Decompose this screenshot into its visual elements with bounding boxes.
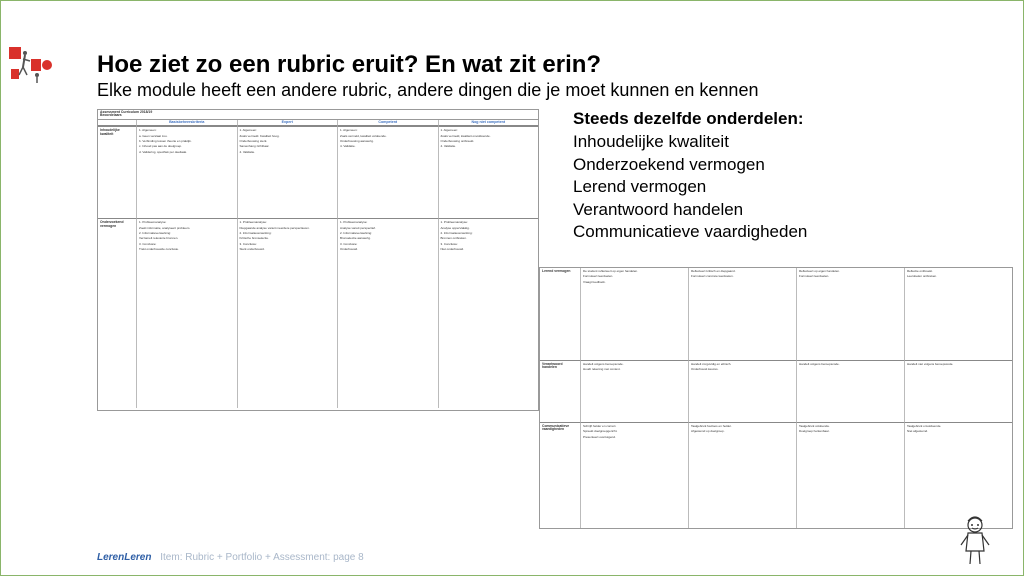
rubric-right-cell (904, 268, 1012, 360)
cell-text: Analyse vanuit perspectief. (340, 225, 376, 230)
rubric-right-image (539, 267, 1013, 529)
cell-text: 2. Informatieverwerking: (440, 231, 473, 236)
cell-text: Vraagt feedback. (583, 279, 606, 284)
rubric-left-header (98, 110, 538, 120)
cell-text: 2. Informatieverwerking: (340, 231, 373, 236)
rubric-left-cell (337, 218, 438, 408)
cell-text: Zoals vermeld, kwaliteit voldoende. (340, 133, 387, 138)
cell-text: b. Verbinding tussen theorie en praktijk. (139, 139, 192, 144)
cell-text: Reflectie ontbreekt. (907, 269, 933, 273)
rubric-right-rowhead: Lerend vermogen (542, 269, 571, 273)
rubric-right-rowhead: Verantwoord handelen (540, 360, 580, 422)
rubric-right-cell (688, 360, 796, 422)
rubric-left-cell (337, 126, 438, 218)
cell-text: 1. Algemeen: (340, 128, 358, 133)
cell-text: Taalgebruik foutloos en helder. (691, 424, 732, 428)
dimensions-list (573, 109, 1013, 244)
rubric-right-cell (796, 422, 904, 528)
cell-text: Taalgebruik voldoende. (799, 424, 830, 428)
cell-text: Formuleert leerdoelen. (583, 274, 614, 279)
rubric-right-cell (904, 360, 1012, 422)
rubric-left-colhead: Nog niet competent (438, 120, 539, 126)
rubric-right-cell (580, 360, 688, 422)
dimension-item: Inhoudelijke kwaliteit (573, 132, 729, 151)
cell-text: Diepgaande analyse vanuit meerdere perspectieven. (239, 225, 310, 230)
cell-text: Sterk onderbouwd. (239, 247, 265, 252)
cell-text: Trekt onderbouwde conclusie. (139, 247, 179, 252)
cell-text: d. Validering, specifiek per deeltaak. (139, 149, 187, 154)
cell-text: Zoals vermeld, kwaliteit onvoldoende. (440, 133, 491, 138)
rubric-left-rowhead: Inhoudelijke kwaliteit (98, 126, 136, 218)
cell-text: Handelt volgens beroepscode. (799, 362, 840, 366)
cell-text: 1. Algemeen: (440, 128, 459, 133)
cell-text: Handelt zorgvuldig en ethisch. (691, 362, 732, 366)
rubric-right-grid (540, 268, 1012, 528)
cell-text: a. Geen verslaat zou. (139, 133, 168, 138)
rubric-left-cell (438, 126, 539, 218)
cell-text: 1. Algemeen: (139, 128, 157, 133)
cell-text: 1. Algemeen: (239, 128, 258, 133)
rubric-left-image (97, 109, 539, 411)
rubric-left-colhead: Competent (337, 120, 438, 126)
cell-text: 1. Probleemanalyse: (440, 220, 468, 225)
cell-text: Reflecteert op eigen handelen. (799, 269, 840, 273)
cell-text: 1. Probleemanalyse: (139, 220, 167, 225)
cell-text: Zoals vermeld. Kwaliteit hoog. (239, 133, 280, 138)
cell-text: 3. Conclusie: (239, 241, 257, 246)
cell-text: Schrijft helder en correct. (583, 424, 617, 428)
cell-text: De student reflecteert op eigen handelen. (583, 269, 639, 273)
cell-text: Leerdoelen ontbreken. (907, 274, 938, 279)
cell-text: 3. Conclusie: (440, 241, 458, 246)
cell-text: 4. Validatie. (340, 144, 356, 149)
slide-subtitle: Elke module heeft een andere rubric, andere dingen die je moet kunnen en kennen (97, 80, 759, 100)
rubric-right-cell (580, 268, 688, 360)
cell-text: Kritische bronselectie. (239, 236, 269, 241)
footer (97, 552, 364, 563)
cell-text: Onderbouwing ontbreekt. (440, 139, 475, 144)
rubric-left-colhead: Expert (237, 120, 338, 126)
cell-text: Formuleert concrete leerdoelen. (691, 274, 734, 279)
rubric-right-cell (904, 422, 1012, 528)
cell-text: Presenteert overtuigend. (583, 434, 616, 439)
rubric-left-grid (98, 120, 538, 408)
slide-title: Hoe ziet zo een rubric eruit? En wat zit erin? (97, 51, 602, 78)
cell-text: c. Inhoud pas aan de doelgroep. (139, 144, 183, 149)
cartoon-person-icon (955, 515, 995, 567)
cell-text: Niet afgestemd. (907, 429, 929, 434)
people-pushing-boxes-icon (7, 45, 53, 85)
cell-text: 3. Conclusie: (139, 241, 157, 246)
rubric-right-cell (688, 422, 796, 528)
cell-text: Handelt volgens beroepscode. (583, 362, 624, 366)
cell-text: Houdt rekening met context. (583, 367, 621, 372)
cell-text: 3. Conclusie: (340, 241, 358, 246)
rubric-left-cell (237, 218, 338, 408)
cell-text: Onderbouwt keuzes. (691, 367, 719, 372)
cell-text: Taalgebruik onvoldoende. (907, 424, 942, 428)
rubric-left-colhead: Basisbeheerskriteria (136, 120, 237, 126)
footer-reference: Item: Rubric + Portfolio + Assessment: page 8 (160, 552, 364, 563)
cell-text: Niet onderbouwd. (440, 247, 465, 252)
rubric-right-rowhead: Communicatieve vaardigheden (540, 422, 580, 528)
cell-text: Bronselectie aanwezig. (340, 236, 371, 241)
cell-text: Spreekt doelgroepgericht. (583, 429, 618, 434)
rubric-right-cell (796, 268, 904, 360)
cell-text: Verzamelt relevante bronnen. (139, 236, 179, 241)
rubric-left-rowhead: Onderzoekend vermogen (98, 218, 136, 408)
cell-text: Formuleert leerdoelen. (799, 274, 830, 279)
cell-text: Analyse oppervlakkig. (440, 225, 470, 230)
cell-text: 2. Informatieverwerking: (239, 231, 272, 236)
dimensions-heading: Steeds dezelfde onderdelen: (573, 109, 804, 128)
footer-brand: LerenLeren (97, 552, 152, 563)
cell-text: Zoekt informatie, analyseert probleem. (139, 225, 191, 230)
rubric-left-header-line2: Beoordelaars (100, 113, 122, 118)
dimension-item: Onderzoekend vermogen (573, 154, 765, 174)
cell-text: Handelt niet volgens beroepscode. (907, 362, 954, 366)
cell-text: 4. Validatie. (239, 149, 255, 154)
cell-text: Samenhang zichtbaar. (239, 144, 270, 149)
dimension-item: Verantwoord handelen (573, 199, 744, 219)
dimension-item: Lerend vermogen (573, 177, 707, 196)
cell-text: 2. Informatieverwerking: (139, 231, 172, 236)
cell-text: Onderbouwd. (340, 247, 359, 252)
cell-text: 4. Validatie. (440, 144, 456, 149)
cell-text: Afgestemd op doelgroep. (691, 429, 725, 434)
cell-text: Doelgroep herkenbaar. (799, 429, 830, 434)
dimension-item: Communicatieve vaardigheden (573, 222, 808, 241)
rubric-right-cell (796, 360, 904, 422)
cell-text: Reflecteert kritisch en diepgaand. (691, 269, 736, 273)
cell-text: Onderbouwing aanwezig. (340, 139, 374, 144)
rubric-right-cell (580, 422, 688, 528)
cell-text: Bronnen ontbreken. (440, 236, 467, 241)
rubric-left-cell (136, 126, 237, 218)
rubric-left-cell (237, 126, 338, 218)
rubric-right-cell (688, 268, 796, 360)
cell-text: 1. Probleemanalyse: (340, 220, 368, 225)
rubric-left-cell (438, 218, 539, 408)
rubric-left-cell (136, 218, 237, 408)
cell-text: 1. Probleemanalyse: (239, 220, 267, 225)
cell-text: Onderbouwing sterk. (239, 139, 268, 144)
rubric-left-header-line1: Assessment Curriculum 2018/19 (100, 110, 153, 114)
